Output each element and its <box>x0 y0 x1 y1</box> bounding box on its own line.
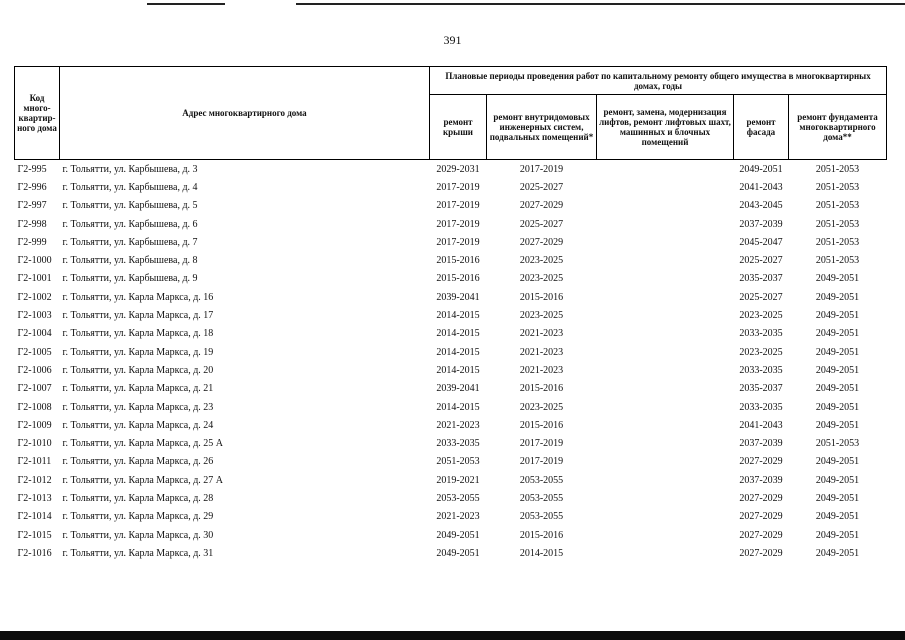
cell-foundation: 2049-2051 <box>815 346 860 358</box>
cell-internal-systems: 2015-2016 <box>519 419 564 431</box>
cell-facade: 2045-2047 <box>739 236 783 248</box>
cell-code: Г2-1007 <box>17 383 52 395</box>
bottom-scan-bar <box>0 631 905 640</box>
cell-facade: 2025-2027 <box>739 255 783 267</box>
cell-foundation: 2049-2051 <box>815 492 860 504</box>
cell-facade: 2033-2035 <box>739 364 783 376</box>
cell-address: г. Тольятти, ул. Карбышева, д. 4 <box>62 181 198 193</box>
cell-internal-systems: 2025-2027 <box>519 218 564 230</box>
cell-foundation: 2049-2051 <box>815 310 860 322</box>
cell-address: г. Тольятти, ул. Карла Маркса, д. 26 <box>62 456 214 468</box>
cell-internal-systems: 2053-2055 <box>519 511 564 523</box>
header-address: Адрес многоквартирного дома <box>60 67 430 160</box>
cell-roof: 2014-2015 <box>436 328 480 340</box>
cell-foundation: 2049-2051 <box>815 529 860 541</box>
top-rule <box>0 0 905 9</box>
cell-internal-systems: 2023-2025 <box>519 273 564 285</box>
cell-facade: 2027-2029 <box>739 456 783 468</box>
table-row <box>15 343 887 361</box>
cell-internal-systems: 2023-2025 <box>519 401 564 413</box>
cell-facade: 2035-2037 <box>739 273 783 285</box>
header-facade: ремонт фасада <box>734 95 789 160</box>
cell-roof: 2017-2019 <box>436 218 480 230</box>
cell-elevators <box>597 526 734 544</box>
cell-roof: 2039-2041 <box>436 383 480 395</box>
cell-roof: 2014-2015 <box>436 364 480 376</box>
cell-internal-systems: 2021-2023 <box>519 328 564 340</box>
cell-elevators <box>597 197 734 215</box>
cell-code: Г2-1010 <box>17 438 52 450</box>
table-row <box>15 197 887 215</box>
cell-code: Г2-1000 <box>17 255 52 267</box>
cell-elevators <box>597 233 734 251</box>
cell-code: Г2-999 <box>17 236 47 248</box>
cell-facade: 2041-2043 <box>739 419 783 431</box>
header-foundation: ремонт фундамента многоквартирного дома** <box>789 95 887 160</box>
cell-elevators <box>597 178 734 196</box>
cell-address: г. Тольятти, ул. Карла Маркса, д. 19 <box>62 346 214 358</box>
cell-address: г. Тольятти, ул. Карла Маркса, д. 18 <box>62 328 214 340</box>
cell-roof: 2014-2015 <box>436 310 480 322</box>
cell-elevators <box>597 270 734 288</box>
cell-internal-systems: 2021-2023 <box>519 346 564 358</box>
cell-foundation: 2049-2051 <box>815 364 860 376</box>
cell-code: Г2-1013 <box>17 492 52 504</box>
cell-address: г. Тольятти, ул. Карла Маркса, д. 28 <box>62 492 214 504</box>
cell-internal-systems: 2017-2019 <box>519 163 564 175</box>
cell-facade: 2043-2045 <box>739 200 783 212</box>
cell-roof: 2053-2055 <box>436 492 480 504</box>
cell-internal-systems: 2053-2055 <box>519 492 564 504</box>
cell-code: Г2-996 <box>17 181 47 193</box>
cell-facade: 2035-2037 <box>739 383 783 395</box>
cell-foundation: 2051-2053 <box>815 200 860 212</box>
cell-facade: 2027-2029 <box>739 529 783 541</box>
cell-address: г. Тольятти, ул. Карла Маркса, д. 23 <box>62 401 214 413</box>
header-code: Код много-квартир-ного дома <box>15 67 60 160</box>
cell-code: Г2-1001 <box>17 273 52 285</box>
table-row <box>15 508 887 526</box>
cell-roof: 2021-2023 <box>436 419 480 431</box>
cell-foundation: 2051-2053 <box>815 218 860 230</box>
table-row <box>15 306 887 324</box>
table-row <box>15 471 887 489</box>
cell-code: Г2-1004 <box>17 328 52 340</box>
cell-code: Г2-1012 <box>17 474 52 486</box>
cell-facade: 2027-2029 <box>739 547 783 559</box>
cell-elevators <box>597 343 734 361</box>
cell-code: Г2-1011 <box>17 456 52 468</box>
cell-address: г. Тольятти, ул. Карла Маркса, д. 25 А <box>62 438 224 450</box>
cell-facade: 2041-2043 <box>739 181 783 193</box>
cell-address: г. Тольятти, ул. Карбышева, д. 9 <box>62 273 198 285</box>
cell-address: г. Тольятти, ул. Карла Маркса, д. 24 <box>62 419 214 431</box>
cell-elevators <box>597 453 734 471</box>
table-row <box>15 178 887 196</box>
table-row <box>15 325 887 343</box>
cell-internal-systems: 2025-2027 <box>519 181 564 193</box>
cell-code: Г2-1008 <box>17 401 52 413</box>
table-row <box>15 453 887 471</box>
cell-code: Г2-997 <box>17 200 47 212</box>
cell-facade: 2037-2039 <box>739 474 783 486</box>
cell-address: г. Тольятти, ул. Карбышева, д. 5 <box>62 200 198 212</box>
table-row <box>15 489 887 507</box>
cell-elevators <box>597 398 734 416</box>
cell-code: Г2-998 <box>17 218 47 230</box>
cell-internal-systems: 2023-2025 <box>519 255 564 267</box>
cell-roof: 2014-2015 <box>436 346 480 358</box>
table-row <box>15 526 887 544</box>
cell-code: Г2-995 <box>17 163 47 175</box>
cell-code: Г2-1002 <box>17 291 52 303</box>
table-row <box>15 233 887 251</box>
cell-elevators <box>597 380 734 398</box>
cell-address: г. Тольятти, ул. Карла Маркса, д. 30 <box>62 529 214 541</box>
cell-facade: 2027-2029 <box>739 492 783 504</box>
cell-foundation: 2049-2051 <box>815 456 860 468</box>
cell-roof: 2017-2019 <box>436 200 480 212</box>
cell-elevators <box>597 508 734 526</box>
capital-repair-table <box>14 66 887 563</box>
cell-elevators <box>597 288 734 306</box>
table-row <box>15 288 887 306</box>
cell-foundation: 2049-2051 <box>815 291 860 303</box>
cell-foundation: 2051-2053 <box>815 181 860 193</box>
table-body <box>15 160 887 563</box>
cell-address: г. Тольятти, ул. Карла Маркса, д. 20 <box>62 364 214 376</box>
cell-roof: 2049-2051 <box>436 547 480 559</box>
top-rule-segment <box>296 3 905 5</box>
cell-internal-systems: 2017-2019 <box>519 438 564 450</box>
cell-internal-systems: 2021-2023 <box>519 364 564 376</box>
table-row <box>15 251 887 269</box>
cell-address: г. Тольятти, ул. Карла Маркса, д. 21 <box>62 383 214 395</box>
cell-address: г. Тольятти, ул. Карбышева, д. 6 <box>62 218 198 230</box>
cell-foundation: 2049-2051 <box>815 474 860 486</box>
cell-elevators <box>597 434 734 452</box>
cell-facade: 2037-2039 <box>739 438 783 450</box>
cell-foundation: 2051-2053 <box>815 163 860 175</box>
cell-code: Г2-1005 <box>17 346 52 358</box>
cell-facade: 2037-2039 <box>739 218 783 230</box>
table-row <box>15 215 887 233</box>
cell-foundation: 2049-2051 <box>815 328 860 340</box>
cell-roof: 2017-2019 <box>436 181 480 193</box>
cell-facade: 2025-2027 <box>739 291 783 303</box>
table-row <box>15 160 887 179</box>
cell-internal-systems: 2027-2029 <box>519 236 564 248</box>
cell-facade: 2023-2025 <box>739 346 783 358</box>
cell-facade: 2033-2035 <box>739 328 783 340</box>
cell-roof: 2015-2016 <box>436 273 480 285</box>
cell-elevators <box>597 325 734 343</box>
cell-roof: 2049-2051 <box>436 529 480 541</box>
cell-facade: 2033-2035 <box>739 401 783 413</box>
cell-foundation: 2049-2051 <box>815 511 860 523</box>
table-row <box>15 416 887 434</box>
cell-roof: 2033-2035 <box>436 438 480 450</box>
cell-elevators <box>597 471 734 489</box>
cell-elevators <box>597 544 734 562</box>
table-row <box>15 398 887 416</box>
cell-roof: 2029-2031 <box>436 163 480 175</box>
cell-foundation: 2049-2051 <box>815 273 860 285</box>
cell-code: Г2-1014 <box>17 511 52 523</box>
table-row <box>15 270 887 288</box>
cell-address: г. Тольятти, ул. Карла Маркса, д. 29 <box>62 511 214 523</box>
cell-address: г. Тольятти, ул. Карла Маркса, д. 31 <box>62 547 214 559</box>
cell-elevators <box>597 361 734 379</box>
top-rule-segment <box>147 3 225 5</box>
cell-elevators <box>597 251 734 269</box>
cell-roof: 2021-2023 <box>436 511 480 523</box>
cell-address: г. Тольятти, ул. Карла Маркса, д. 17 <box>62 310 214 322</box>
table-row <box>15 434 887 452</box>
cell-elevators <box>597 160 734 179</box>
cell-internal-systems: 2014-2015 <box>519 547 564 559</box>
cell-elevators <box>597 416 734 434</box>
cell-elevators <box>597 306 734 324</box>
cell-roof: 2015-2016 <box>436 255 480 267</box>
cell-internal-systems: 2017-2019 <box>519 456 564 468</box>
header-internal-systems: ремонт внутридомовых инженерных систем, подвальных помещений* <box>487 95 597 160</box>
cell-facade: 2023-2025 <box>739 310 783 322</box>
cell-address: г. Тольятти, ул. Карбышева, д. 7 <box>62 236 198 248</box>
cell-facade: 2027-2029 <box>739 511 783 523</box>
cell-address: г. Тольятти, ул. Карбышева, д. 8 <box>62 255 198 267</box>
cell-foundation: 2049-2051 <box>815 401 860 413</box>
cell-internal-systems: 2015-2016 <box>519 529 564 541</box>
cell-roof: 2039-2041 <box>436 291 480 303</box>
cell-foundation: 2051-2053 <box>815 438 860 450</box>
cell-foundation: 2049-2051 <box>815 419 860 431</box>
cell-internal-systems: 2053-2055 <box>519 474 564 486</box>
cell-internal-systems: 2015-2016 <box>519 291 564 303</box>
table-row <box>15 380 887 398</box>
cell-roof: 2051-2053 <box>436 456 480 468</box>
cell-elevators <box>597 215 734 233</box>
cell-foundation: 2051-2053 <box>815 255 860 267</box>
cell-code: Г2-1016 <box>17 547 52 559</box>
cell-internal-systems: 2023-2025 <box>519 310 564 322</box>
cell-internal-systems: 2015-2016 <box>519 383 564 395</box>
header-periods-group: Плановые периоды проведения работ по капитальному ремонту общего имущества в многоквартирных домах, годы <box>430 67 887 95</box>
cell-address: г. Тольятти, ул. Карла Маркса, д. 16 <box>62 291 214 303</box>
page-number: 391 <box>443 33 462 47</box>
cell-code: Г2-1006 <box>17 364 52 376</box>
table-row <box>15 361 887 379</box>
cell-foundation: 2049-2051 <box>815 383 860 395</box>
cell-facade: 2049-2051 <box>739 163 783 175</box>
cell-address: г. Тольятти, ул. Карла Маркса, д. 27 А <box>62 474 224 486</box>
cell-roof: 2019-2021 <box>436 474 480 486</box>
cell-foundation: 2049-2051 <box>815 547 860 559</box>
table-row <box>15 544 887 562</box>
cell-elevators <box>597 489 734 507</box>
cell-code: Г2-1003 <box>17 310 52 322</box>
cell-internal-systems: 2027-2029 <box>519 200 564 212</box>
header-roof: ремонт крыши <box>430 95 487 160</box>
cell-roof: 2017-2019 <box>436 236 480 248</box>
cell-address: г. Тольятти, ул. Карбышева, д. 3 <box>62 163 198 175</box>
cell-roof: 2014-2015 <box>436 401 480 413</box>
cell-code: Г2-1009 <box>17 419 52 431</box>
cell-code: Г2-1015 <box>17 529 52 541</box>
header-elevators: ремонт, замена, модернизация лифтов, ремонт лифтовых шахт, машинных и блочных помещений <box>597 95 734 160</box>
cell-foundation: 2051-2053 <box>815 236 860 248</box>
